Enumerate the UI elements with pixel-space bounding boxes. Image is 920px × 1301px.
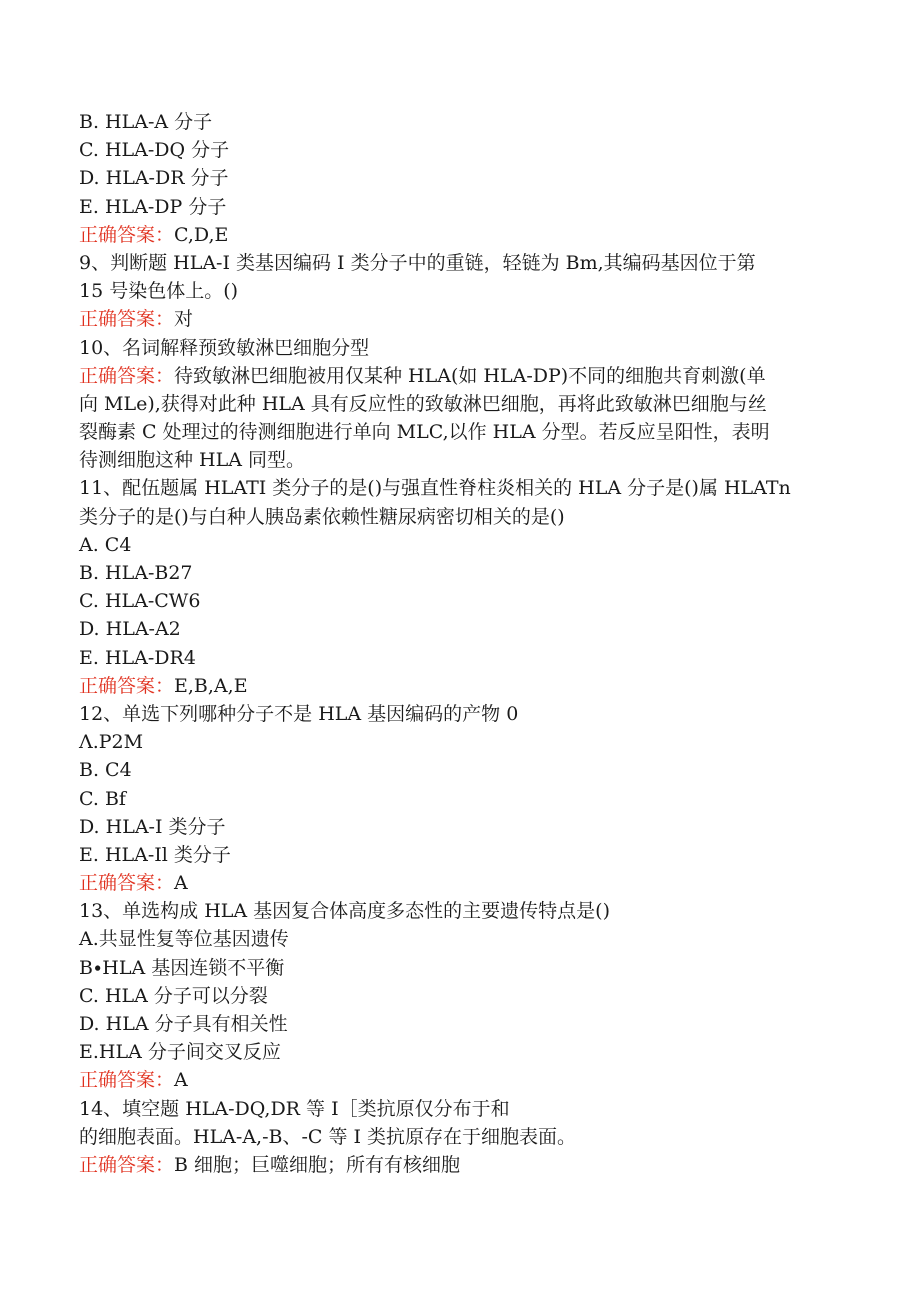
option-line: B. C4 <box>79 759 132 782</box>
answer-text: A <box>174 872 188 895</box>
answer-label: 正确答案： <box>79 364 175 387</box>
text-line: 向 MLe),获得对此种 HLA 具有反应性的致敏淋巴细胞，再将此致敏淋巴细胞与丝 <box>79 392 767 415</box>
option-line: E. HLA-DP 分子 <box>79 195 227 218</box>
answer-line <box>79 869 859 897</box>
document-body <box>79 108 859 1179</box>
option-line: B∙HLA 基因连锁不平衡 <box>79 956 285 979</box>
question-line: 12、单选下列哪种分子不是 HLA 基因编码的产物 0 <box>79 702 519 725</box>
option-line: D. HLA 分子具有相关性 <box>79 1013 288 1035</box>
option-line: D. HLA-I 类分子 <box>79 815 226 838</box>
option-line: E.HLA 分子间交叉反应 <box>79 1041 281 1064</box>
answer-label: 正确答案： <box>79 223 175 246</box>
option-line: E. HLA-DR4 <box>79 646 196 669</box>
option-line: A.共显性复等位基因遗传 <box>79 928 289 951</box>
option-line: C. HLA 分子可以分裂 <box>79 984 268 1007</box>
question-line: 14、填空题 HLA-DQ,DR 等 I［类抗原仅分布于和 <box>79 1097 510 1120</box>
answer-text: B 细胞；巨噬细胞；所有有核细胞 <box>174 1153 461 1176</box>
text-line: 裂酶素 C 处理过的待测细胞进行单向 MLC,以作 HLA 分型。若反应呈阳性，表明 <box>79 421 770 444</box>
answer-line <box>79 221 859 249</box>
answer-label: 正确答案： <box>79 1069 175 1092</box>
question-line: 11、配伍题属 HLATI 类分子的是()与强直性脊柱炎相关的 HLA 分子是()属 HLATn <box>79 477 791 500</box>
question-line: 15 号染色体上。() <box>79 280 239 303</box>
option-line: C. Bf <box>79 787 126 810</box>
answer-line <box>79 1151 859 1179</box>
answer-label: 正确答案： <box>79 1153 175 1176</box>
question-line: 的细胞表面。HLA-A,-B、-C 等 I 类抗原存在于细胞表面。 <box>79 1125 577 1148</box>
option-line: A. C4 <box>79 533 132 556</box>
answer-line <box>79 362 859 390</box>
answer-line <box>79 305 859 333</box>
option-line: B. HLA-A 分子 <box>79 111 213 133</box>
answer-line <box>79 672 859 700</box>
option-line: B. HLA-B27 <box>79 562 193 584</box>
option-line: D. HLA-A2 <box>79 618 181 641</box>
question-line: 10、名词解释预致敏淋巴细胞分型 <box>79 336 370 359</box>
option-line: E. HLA-Il 类分子 <box>79 843 231 866</box>
question-line: 类分子的是()与白种人胰岛素依赖性糖尿病密切相关的是() <box>79 505 565 528</box>
text-line: 待测细胞这种 HLA 同型。 <box>79 449 305 472</box>
answer-line <box>79 1066 859 1094</box>
question-line: 13、单选构成 HLA 基因复合体高度多态性的主要遗传特点是() <box>79 900 610 923</box>
option-line: C. HLA-CW6 <box>79 590 201 613</box>
answer-text: A <box>174 1069 188 1092</box>
answer-text: 待致敏淋巴细胞被用仅某种 HLA(如 HLA-DP)不同的细胞共育刺激(单 <box>174 364 766 387</box>
answer-text: 对 <box>174 308 194 331</box>
answer-text: C,D,E <box>174 223 229 246</box>
option-line: C. HLA-DQ 分子 <box>79 139 230 162</box>
answer-label: 正确答案： <box>79 308 175 331</box>
option-line: Λ.P2M <box>79 731 144 754</box>
option-line: D. HLA-DR 分子 <box>79 167 229 190</box>
question-line: 9、判断题 HLA-I 类基因编码 I 类分子中的重链，轻链为 Bm,其编码基因位于第 <box>79 251 756 274</box>
answer-label: 正确答案： <box>79 872 175 895</box>
answer-label: 正确答案： <box>79 674 175 697</box>
answer-text: E,B,A,E <box>174 674 248 697</box>
